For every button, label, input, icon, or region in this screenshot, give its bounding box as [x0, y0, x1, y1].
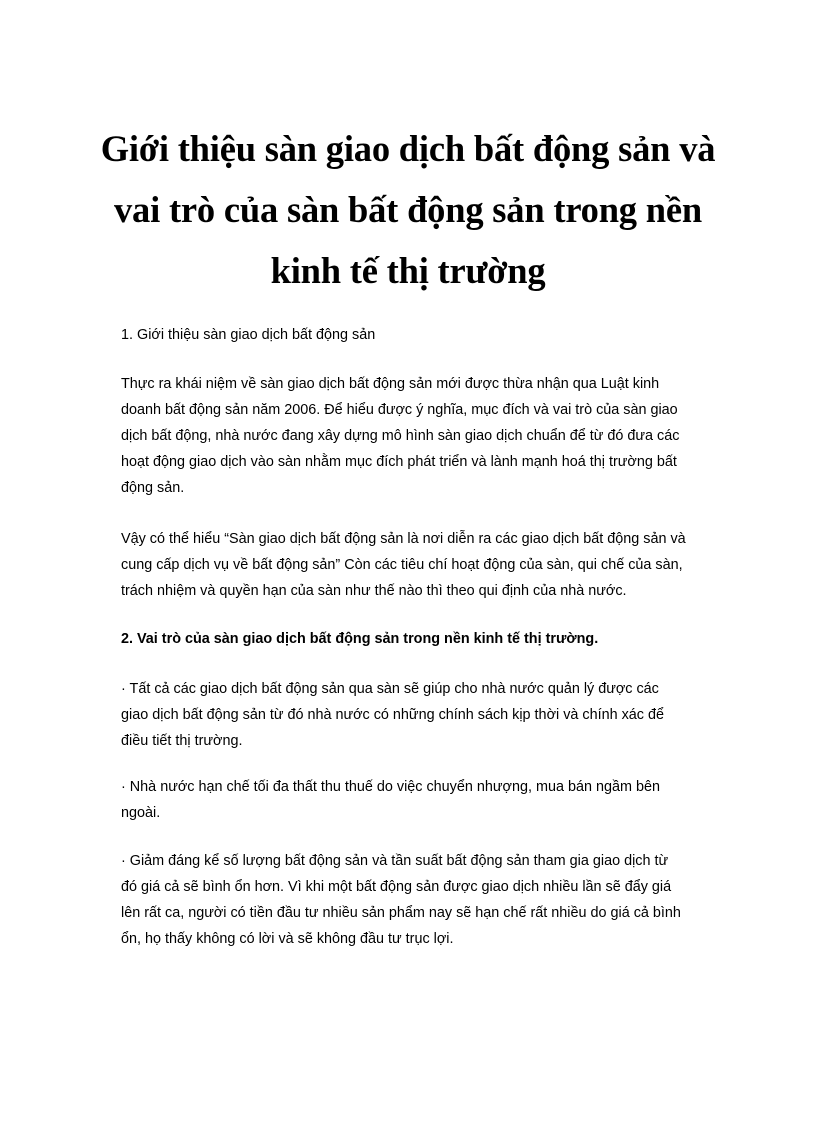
- bullet-line: · Giảm đáng kể số lượng bất động sản và tần suất bất động sản tham gia giao dịch từ: [121, 853, 669, 869]
- paragraph-1: [121, 371, 721, 501]
- bullet-3: [121, 848, 721, 952]
- paragraph-line: dịch bất động, nhà nước đang xây dựng mô hình sàn giao dịch chuẩn để từ đó đưa các: [121, 428, 680, 444]
- section-2-heading: 2. Vai trò của sàn giao dịch bất động sản trong nền kinh tế thị trường.: [121, 631, 599, 647]
- bullet-2: [121, 774, 721, 826]
- paragraph-line: Thực ra khái niệm về sàn giao dịch bất động sản mới được thừa nhận qua Luật kinh: [121, 376, 660, 392]
- bullet-line: lên rất ca, người có tiền đầu tư nhiều sản phẩm nay sẽ hạn chế rất nhiều do giá cả bình: [121, 905, 681, 921]
- bullet-line: ổn, họ thấy không có lời và sẽ không đầu tư trục lợi.: [121, 931, 454, 947]
- paragraph-2: [121, 526, 721, 604]
- paragraph-line: Vậy có thể hiểu “Sàn giao dịch bất động sản là nơi diễn ra các giao dịch bất động sản và: [121, 531, 686, 547]
- paragraph-line: hoạt động giao dịch vào sàn nhằm mục đích phát triển và lành mạnh hoá thị trường bất: [121, 454, 677, 470]
- section-1-heading: 1. Giới thiệu sàn giao dịch bất động sản: [121, 327, 376, 343]
- bullet-line: đó giá cả sẽ bình ổn hơn. Vì khi một bất động sản được giao dịch nhiều lần sẽ đẩy giá: [121, 879, 672, 895]
- paragraph-line: động sản.: [121, 480, 185, 496]
- title-line: kinh tế thị trường: [270, 250, 546, 291]
- bullet-1: [121, 676, 721, 754]
- bullet-line: điều tiết thị trường.: [121, 733, 243, 749]
- title-line: vai trò của sàn bất động sản trong nền: [113, 189, 702, 230]
- bullet-line: ngoài.: [121, 805, 161, 821]
- bullet-line: giao dịch bất động sản từ đó nhà nước có những chính sách kịp thời và chính xác để: [121, 707, 664, 723]
- paragraph-line: doanh bất động sản năm 2006. Để hiểu được ý nghĩa, mục đích và vai trò của sàn giao: [121, 402, 678, 418]
- bullet-line: · Tất cả các giao dịch bất động sản qua sàn sẽ giúp cho nhà nước quản lý được các: [121, 681, 659, 697]
- paragraph-line: cung cấp dịch vụ về bất động sản” Còn các tiêu chí hoạt động của sàn, qui chế của sàn,: [121, 557, 683, 573]
- document-title: [100, 118, 716, 301]
- paragraph-line: trách nhiệm và quyền hạn của sàn như thế nào thì theo qui định của nhà nước.: [121, 583, 627, 599]
- bullet-line: · Nhà nước hạn chế tối đa thất thu thuế do việc chuyển nhượng, mua bán ngầm bên: [121, 779, 660, 795]
- title-line: Giới thiệu sàn giao dịch bất động sản và: [100, 128, 716, 169]
